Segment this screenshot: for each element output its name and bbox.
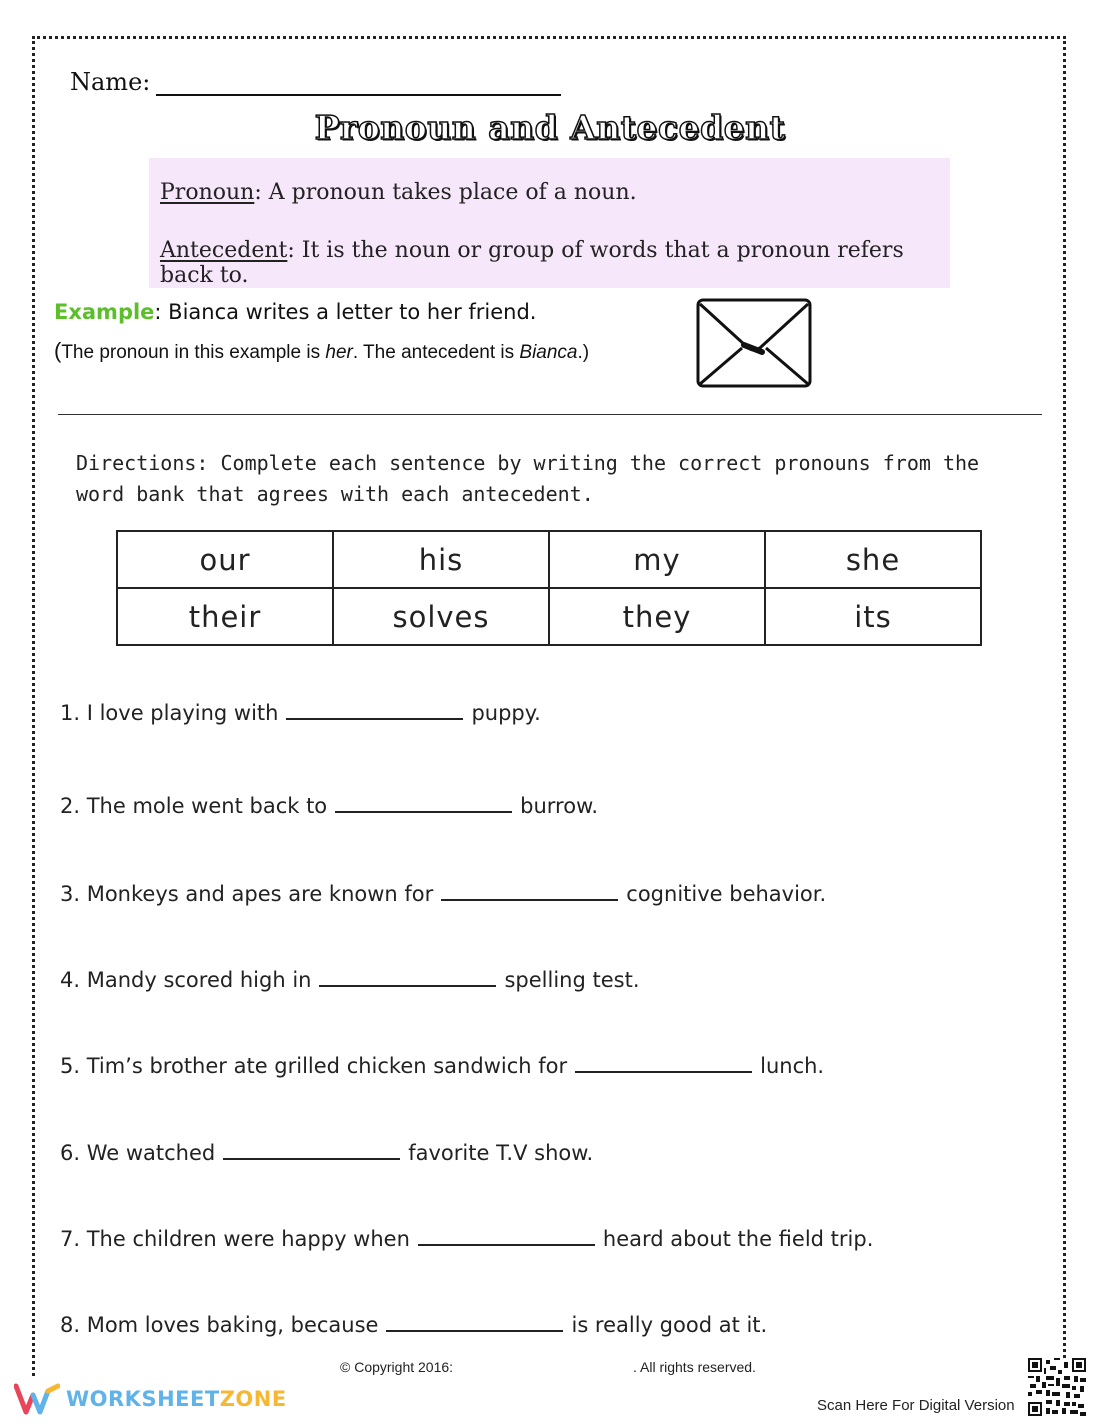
- question-text: lunch.: [760, 1054, 825, 1078]
- definition-text: : A pronoun takes place of a noun.: [254, 180, 637, 205]
- word-bank-cell: his: [333, 531, 549, 588]
- question-text: favorite T.V show.: [408, 1141, 594, 1165]
- question-text: 1. I love playing with: [60, 701, 279, 725]
- example-note: [54, 338, 589, 364]
- answer-blank[interactable]: [575, 1051, 752, 1073]
- question-6: [60, 1138, 593, 1165]
- question-text: cognitive behavior.: [626, 882, 827, 906]
- question-text: 3. Monkeys and apes are known for: [60, 882, 434, 906]
- example-note-paren: (: [54, 338, 62, 363]
- directions-text: Directions: Complete each sentence by writing the correct pronouns from the word bank that agrees with each antecedent.: [76, 451, 980, 506]
- example-note-text: .): [577, 342, 590, 363]
- word-bank-table: [116, 530, 982, 646]
- definition-pronoun: [160, 180, 637, 205]
- word-bank-cell: solves: [333, 588, 549, 645]
- definition-box: [149, 158, 950, 288]
- definition-term: Antecedent: [160, 238, 288, 263]
- answer-blank[interactable]: [441, 879, 618, 901]
- question-2: [60, 791, 598, 818]
- page-title: Pronoun and Antecedent: [314, 108, 786, 147]
- word-bank-cell: its: [765, 588, 981, 645]
- rights-text: . All rights reserved.: [633, 1359, 756, 1375]
- question-8: [60, 1310, 767, 1337]
- question-text: 2. The mole went back to: [60, 794, 328, 818]
- question-text: burrow.: [520, 794, 599, 818]
- example-note-text: . The antecedent is: [352, 342, 520, 363]
- word-bank-cell: my: [549, 531, 765, 588]
- question-4: [60, 965, 640, 992]
- brand-logo[interactable]: [14, 1383, 287, 1415]
- word-bank-cell: she: [765, 531, 981, 588]
- definition-term: Pronoun: [160, 180, 255, 205]
- brand-name: [66, 1387, 287, 1411]
- section-divider: [58, 414, 1042, 415]
- scan-instruction: Scan Here For Digital Version: [817, 1397, 1015, 1414]
- example-pronoun: her: [325, 342, 353, 363]
- question-7: [60, 1224, 873, 1251]
- answer-blank[interactable]: [418, 1224, 595, 1246]
- answer-blank[interactable]: [335, 791, 512, 813]
- question-text: 7. The children were happy when: [60, 1227, 410, 1251]
- name-label: Name:: [70, 68, 151, 96]
- name-field-row: [70, 68, 561, 96]
- question-1: [60, 698, 541, 725]
- word-bank-cell: our: [117, 531, 333, 588]
- word-bank-row: [117, 531, 981, 588]
- word-bank-row: [117, 588, 981, 645]
- definition-text: : It is the noun or group of words that a pronoun refers back to.: [160, 238, 904, 288]
- copyright-text: © Copyright 2016:: [340, 1359, 454, 1375]
- question-text: 8. Mom loves baking, because: [60, 1313, 379, 1337]
- question-text: 4. Mandy scored high in: [60, 968, 312, 992]
- definition-antecedent: [160, 238, 950, 288]
- brand-name-part: ZONE: [219, 1387, 287, 1411]
- answer-blank[interactable]: [223, 1138, 400, 1160]
- word-bank-cell: they: [549, 588, 765, 645]
- example-sentence: [54, 300, 536, 324]
- example-label: Example: [54, 300, 155, 324]
- question-text: 6. We watched: [60, 1141, 216, 1165]
- worksheetzone-logo-icon: [14, 1383, 60, 1415]
- word-bank-cell: their: [117, 588, 333, 645]
- qr-code-icon[interactable]: [1028, 1358, 1086, 1416]
- question-text: is really good at it.: [571, 1313, 768, 1337]
- example-note-text: The pronoun in this example is: [61, 342, 326, 363]
- question-text: 5. Tim’s brother ate grilled chicken sandwich for: [60, 1054, 568, 1078]
- example-text: : Bianca writes a letter to her friend.: [154, 300, 537, 324]
- envelope-icon: [696, 298, 812, 388]
- question-text: spelling test.: [504, 968, 640, 992]
- example-antecedent: Bianca: [519, 342, 578, 363]
- question-text: puppy.: [471, 701, 541, 725]
- question-3: [60, 879, 826, 906]
- question-text: heard about the field trip.: [602, 1227, 874, 1251]
- name-blank[interactable]: [156, 72, 561, 96]
- answer-blank[interactable]: [319, 965, 496, 987]
- answer-blank[interactable]: [286, 698, 463, 720]
- brand-name-part: WORKSHEET: [66, 1387, 220, 1411]
- question-5: [60, 1051, 824, 1078]
- answer-blank[interactable]: [386, 1310, 563, 1332]
